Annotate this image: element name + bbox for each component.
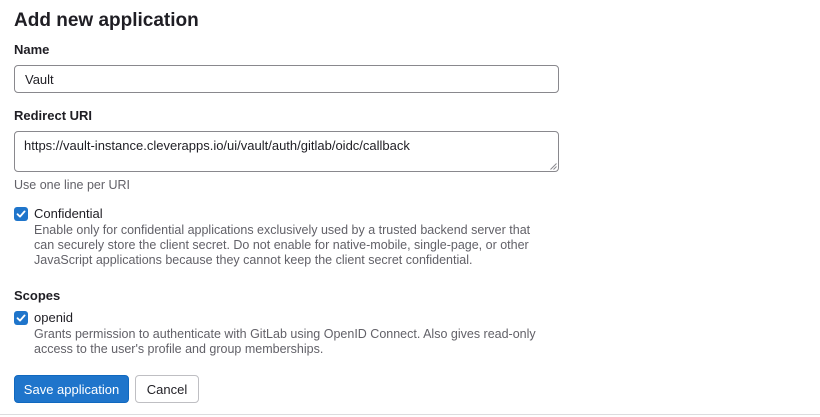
checkmark-icon xyxy=(15,312,27,324)
divider xyxy=(0,414,820,415)
scope-openid-checkbox[interactable] xyxy=(14,311,28,325)
redirect-uri-help: Use one line per URI xyxy=(14,178,131,192)
page-title: Add new application xyxy=(14,10,199,31)
checkmark-icon xyxy=(15,208,27,220)
scope-openid-description-line: access to the user's profile and group memberships. xyxy=(34,342,324,356)
scopes-label: Scopes xyxy=(14,288,61,303)
name-label: Name xyxy=(14,42,50,57)
confidential-description-line: can securely store the client secret. Do not enable for native-mobile, single-page, or other xyxy=(34,238,529,252)
save-application-button[interactable]: Save application xyxy=(14,375,129,403)
scope-openid-description-line: Grants permission to authenticate with GitLab using OpenID Connect. Also gives read-only xyxy=(34,327,536,341)
cancel-button[interactable]: Cancel xyxy=(135,375,199,403)
confidential-label[interactable]: Confidential xyxy=(34,206,103,221)
redirect-uri-wrapper xyxy=(14,131,559,172)
redirect-uri-textarea[interactable] xyxy=(14,131,559,172)
scope-openid-label[interactable]: openid xyxy=(34,310,74,325)
name-input[interactable] xyxy=(14,65,559,93)
confidential-description xyxy=(34,223,574,268)
scope-openid-description xyxy=(34,327,574,357)
confidential-checkbox[interactable] xyxy=(14,207,28,221)
redirect-uri-label: Redirect URI xyxy=(14,108,93,123)
confidential-description-line: JavaScript applications because they cannot keep the client secret confidential. xyxy=(34,253,473,267)
resize-handle-icon[interactable] xyxy=(550,163,557,170)
confidential-description-line: Enable only for confidential applications exclusively used by a trusted backend server that xyxy=(34,223,531,237)
